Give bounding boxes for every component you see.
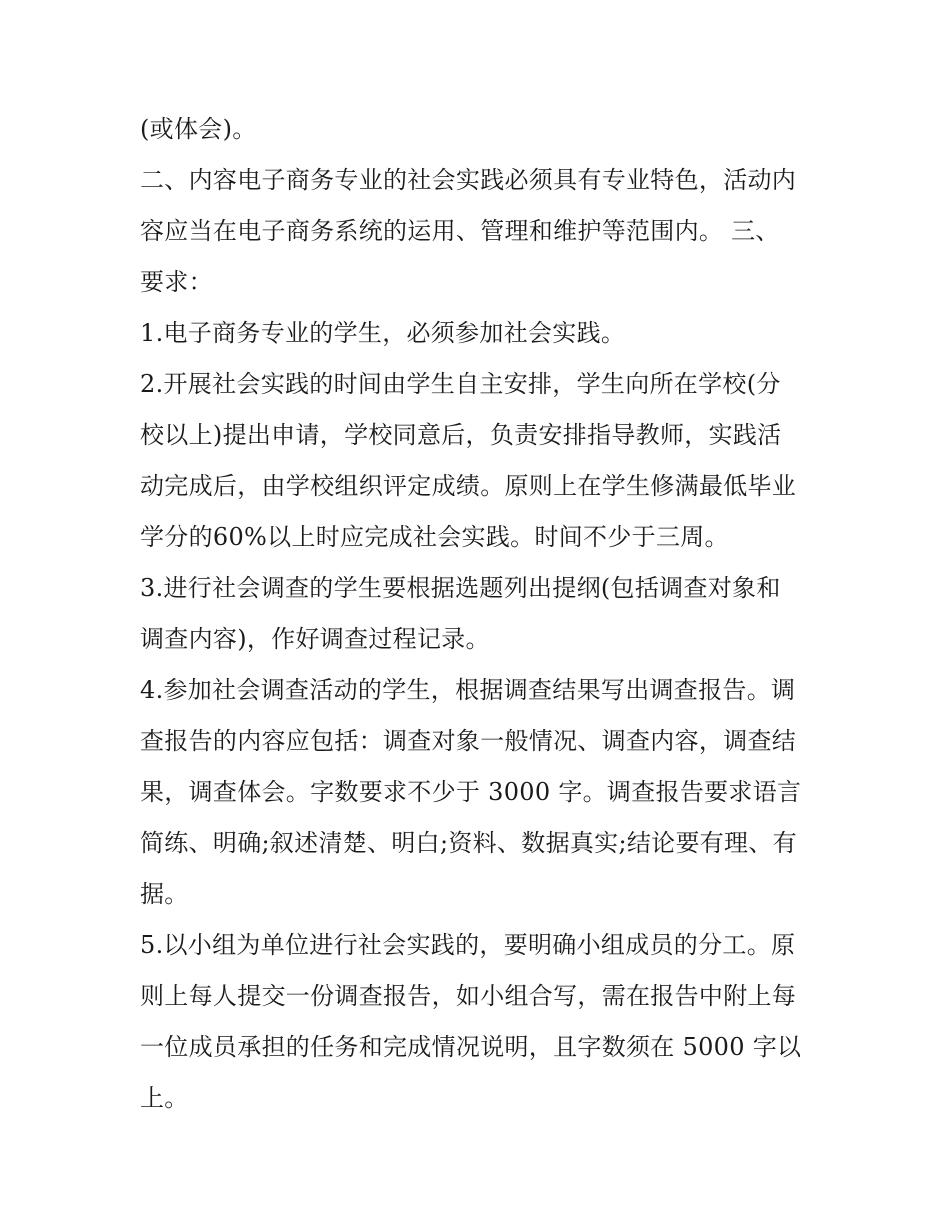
text-line: 据。 [140, 880, 189, 908]
text-line: 4.参加社会调查活动的学生，根据调查结果写出调查报告。调 [140, 676, 796, 704]
text-line: 简练、明确;叙述清楚、明白;资料、数据真实;结论要有理、有 [140, 829, 797, 857]
text-line: 5.以小组为单位进行社会实践的，要明确小组成员的分工。原 [140, 931, 796, 959]
text-line: 容应当在电子商务系统的运用、管理和维护等范围内。 三、 [140, 217, 780, 245]
text-line: 校以上)提出申请，学校同意后，负责安排指导教师，实践活 [140, 421, 782, 449]
text-line: 2.开展社会实践的时间由学生自主安排，学生向所在学校(分 [140, 370, 781, 398]
text-line: (或体会)。 [140, 115, 257, 143]
text-line: 3.进行社会调查的学生要根据选题列出提纲(包括调查对象和 [140, 574, 781, 602]
text-line: 要求： [140, 268, 213, 296]
text-line: 1.电子商务专业的学生，必须参加社会实践。 [140, 319, 626, 347]
text-line: 果，调查体会。字数要求不少于 3000 字。调查报告要求语言 [140, 778, 802, 806]
text-line: 查报告的内容应包括：调查对象一般情况、调查内容，调查结 [140, 727, 797, 755]
text-line: 一位成员承担的任务和完成情况说明，且字数须在 5000 字以 [140, 1033, 802, 1061]
document-page [140, 104, 820, 1124]
text-line: 则上每人提交一份调查报告，如小组合写，需在报告中附上每 [140, 982, 797, 1010]
text-line: 调查内容)，作好调查过程记录。 [140, 625, 490, 653]
text-line: 学分的60%以上时应完成社会实践。时间不少于三周。 [140, 523, 729, 551]
text-line: 二、内容电子商务专业的社会实践必须具有专业特色，活动内 [140, 166, 797, 194]
text-line: 动完成后，由学校组织评定成绩。原则上在学生修满最低毕业 [140, 472, 797, 500]
text-line: 上。 [140, 1084, 189, 1112]
